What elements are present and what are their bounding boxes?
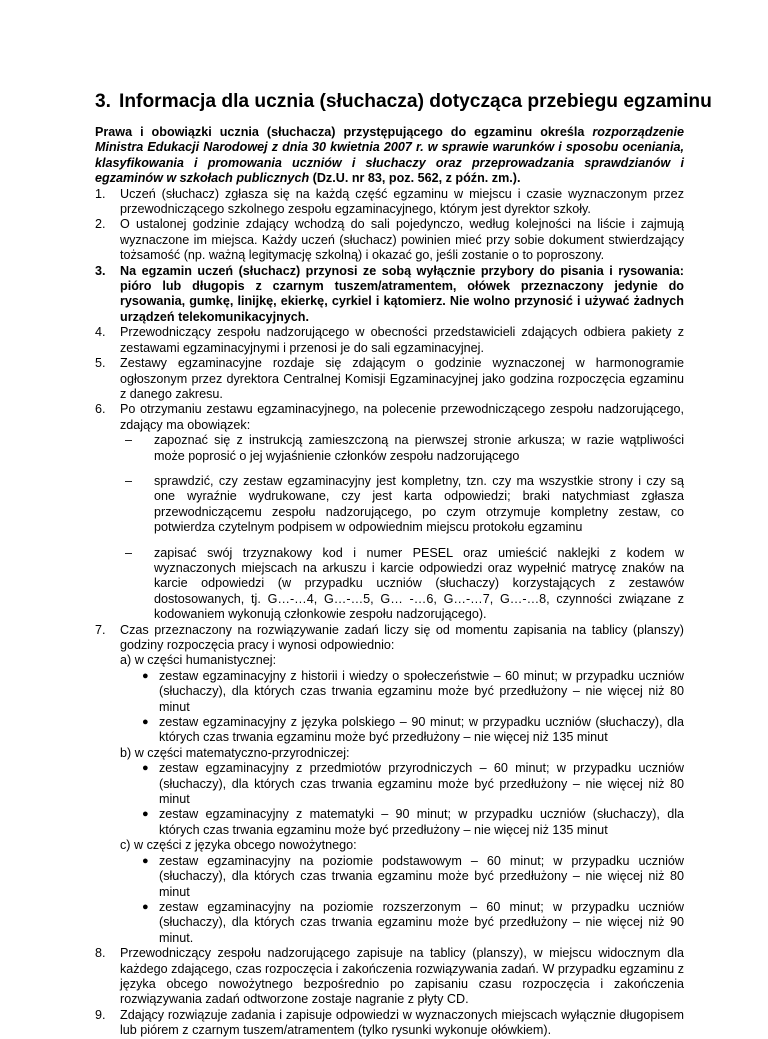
item-text: Czas przeznaczony na rozwiązywanie zadań liczy się od momentu zapisania na tablicy (planszy) godziny rozpoczęcia pracy i wynosi odpowiednio: (120, 622, 684, 652)
item-number: 6. (95, 402, 106, 417)
section-title: Informacja dla ucznia (słuchacza) dotycząca przebiegu egzaminu (119, 91, 712, 112)
sub-section-foreign-language (120, 838, 684, 946)
bullet-text: zestaw egzaminacyjny z matematyki – 90 minut; w przypadku uczniów (słuchaczy), dla których czas trwania egzaminu może być przedłużony – nie więcej niż 135 minut (159, 807, 684, 837)
item-text: Po otrzymaniu zestawu egzaminacyjnego, na polecenie przewodniczącego zespołu nadzorującego, zdający ma obowiązek: (120, 402, 684, 432)
bullet-text: zestaw egzaminacyjny z języka polskiego – 90 minut; w przypadku uczniów (słuchaczy), dla których czas trwania egzaminu może być przedłużony – nie więcej niż 135 minut (159, 715, 684, 745)
bullet-marker: ● (142, 669, 149, 682)
dash-marker: – (125, 545, 133, 560)
item-number: 7. (95, 622, 106, 637)
bullet-text: zestaw egzaminacyjny z przedmiotów przyrodniczych – 60 minut; w przypadku uczniów (słuchaczy), dla których czas trwania egzaminu może być przedłużony – nie więcej niż 80 minut (159, 761, 684, 807)
item-number: 1. (95, 186, 106, 201)
list-item (95, 264, 684, 326)
bullet-item (138, 761, 684, 807)
bullet-marker: ● (142, 900, 149, 913)
item-number: 5. (95, 356, 106, 371)
bullet-text: zestaw egzaminacyjny z historii i wiedzy o społeczeństwie – 60 minut; w przypadku uczniów (słuchaczy), dla których czas trwania egzaminu może być przedłużony – nie więcej niż 80 minut (159, 668, 684, 714)
item-text: Zdający rozwiązuje zadania i zapisuje odpowiedzi w wyznaczonych miejscach wyłącznie długopisem lub piórem z czarnym tuszem/atramentem (tylko rysunki wykonuje ołówkiem). (120, 1007, 684, 1038)
bullet-item (138, 854, 684, 900)
sub-section-label: b) w części matematyczno-przyrodniczej: (120, 745, 350, 760)
section-number: 3. (95, 91, 112, 112)
dash-marker: – (125, 433, 133, 448)
sub-section-label: a) w części humanistycznej: (120, 653, 277, 668)
bullet-text: zestaw egzaminacyjny na poziomie podstawowym – 60 minut; w przypadku uczniów (słuchaczy), dla których czas trwania egzaminu może być przedłużony – nie więcej niż 80 minut (159, 853, 684, 899)
bullet-item (138, 900, 684, 946)
item-text: Na egzamin uczeń (słuchacz) przynosi ze sobą wyłącznie przybory do pisania i rysowania: pióro lub długopis z czarnym tuszem/atramentem, ołówek przeznaczony jedynie do rysowania, gumkę, linijkę, ekierkę, cyrkiel i kątomierz. Nie wolno przynosić i używać żadnych urządzeń telekomunikacyjnych. (120, 263, 684, 324)
list-item (95, 356, 684, 402)
bullet-item (138, 669, 684, 715)
dash-item (120, 546, 684, 623)
item-number: 2. (95, 217, 106, 232)
list-item (95, 187, 684, 218)
bullet-text: zestaw egzaminacyjny na poziomie rozszerzonym – 60 minut; w przypadku uczniów (słuchaczy), dla których czas trwania egzaminu może być przedłużony – nie więcej niż 90 minut. (159, 899, 684, 945)
item-text: Przewodniczący zespołu nadzorującego zapisuje na tablicy (planszy), w miejscu widocznym dla każdego zdającego, czas rozpoczęcia i zakończenia rozwiązywania zadań. W przypadku egzaminu z języka obcego nowożytnego bezpośrednio po zapisaniu czasu rozpoczęcia i zakończenia rozwiązywania zadań odtworzone zostaje nagranie z płyty CD. (120, 946, 684, 1007)
sub-section-humanities (120, 653, 684, 745)
bullet-list (120, 761, 684, 838)
list-item (95, 623, 684, 947)
bullet-item (138, 715, 684, 746)
bullet-list (120, 854, 684, 946)
sub-section-label: c) w części z języka obcego nowożytnego: (120, 838, 357, 853)
bullet-marker: ● (142, 854, 149, 867)
dash-text: sprawdzić, czy zestaw egzaminacyjny jest kompletny, tzn. czy ma wszystkie strony i czy są one wyraźnie wydrukowane, czy jest karta odpowiedzi; braki natychmiast zgłasza przewodniczącemu zespołu nadzorującego, po czym otrzymuje kompletny zestaw, co potwierdza czytelnym podpisem w odpowiednim miejscu protokołu egzaminu (154, 473, 684, 535)
sub-section-math-science (120, 746, 684, 838)
list-item (95, 325, 684, 356)
list-item (95, 217, 684, 263)
bullet-marker: ● (142, 808, 149, 821)
item-number: 8. (95, 946, 106, 961)
dash-text: zapoznać się z instrukcją zamieszczoną na pierwszej stronie arkusza; w razie wątpliwości może poprosić o jej wyjaśnienie członków zespołu nadzorującego (154, 433, 684, 463)
intro-text: Prawa i obowiązki ucznia (słuchacza) przystępującego do egzaminu określa (95, 125, 593, 139)
item-text: Uczeń (słuchacz) zgłasza się na każdą część egzaminu w miejscu i czasie wyznaczonym przez przewodniczącego szkolnego zespołu egzaminacyjnego, którym jest dyrektor szkoły. (120, 186, 684, 217)
obligations-list (120, 433, 684, 622)
intro-citation: (Dz.U. nr 83, poz. 562, z późn. zm.). (309, 171, 521, 186)
section-heading (95, 90, 712, 113)
dash-text: zapisać swój trzyznakowy kod i numer PESEL oraz umieścić naklejki z kodem w wyznaczonych miejscach na arkuszu i karcie odpowiedzi oraz wypełnić matrycę znaków na karcie odpowiedzi (w przypadku uczniów (słuchaczy) korzystających z zestawów dostosowanych, tj. G…-…4, G…-…5, G… -…6, G…-…7, G…-…8, czynności związane z kodowaniem wykonują członkowie zespołu nadzorującego). (154, 545, 684, 622)
bullet-list (120, 669, 684, 746)
dash-marker: – (125, 473, 133, 488)
regulation-title: rozporządzenie Ministra Edukacji Narodowej z dnia 30 kwietnia 2007 r. w sprawie warunków i sposobu oceniania, klasyfikowania i promowania uczniów i słuchaczy oraz przeprowadzania sprawdzianów i egzaminów w szkołach publicznych (95, 125, 684, 186)
bullet-marker: ● (142, 716, 149, 729)
bullet-marker: ● (142, 762, 149, 775)
dash-item (120, 474, 684, 536)
item-text: Zestawy egzaminacyjne rozdaje się zdającym o godzinie wyznaczonej w harmonogramie ogłoszonym przez dyrektora Centralnej Komisji Egzaminacyjnej jako godzina rozpoczęcia egzaminu z danego zakresu. (120, 356, 684, 401)
item-number: 3. (95, 263, 106, 278)
intro-paragraph (95, 125, 684, 187)
item-text: O ustalonej godzinie zdający wchodzą do sali pojedynczo, według kolejności na liście i zajmują wyznaczone im miejsca. Każdy uczeń (słuchacz) powinien mieć przy sobie dokument stwierdzający tożsamość (np. ważną legitymację szkolną) i okazać go, jeśli zostanie o to poproszony. (120, 217, 684, 263)
bullet-item (138, 807, 684, 838)
list-item (95, 402, 684, 622)
list-item (95, 1008, 684, 1039)
rules-list (95, 187, 684, 1039)
dash-item (120, 433, 684, 464)
item-number: 4. (95, 325, 106, 340)
list-item (95, 946, 684, 1008)
item-number: 9. (95, 1007, 106, 1022)
item-text: Przewodniczący zespołu nadzorującego w obecności przedstawicieli zdających odbiera pakiety z zestawami egzaminacyjnymi i przenosi je do sali egzaminacyjnej. (120, 325, 684, 355)
